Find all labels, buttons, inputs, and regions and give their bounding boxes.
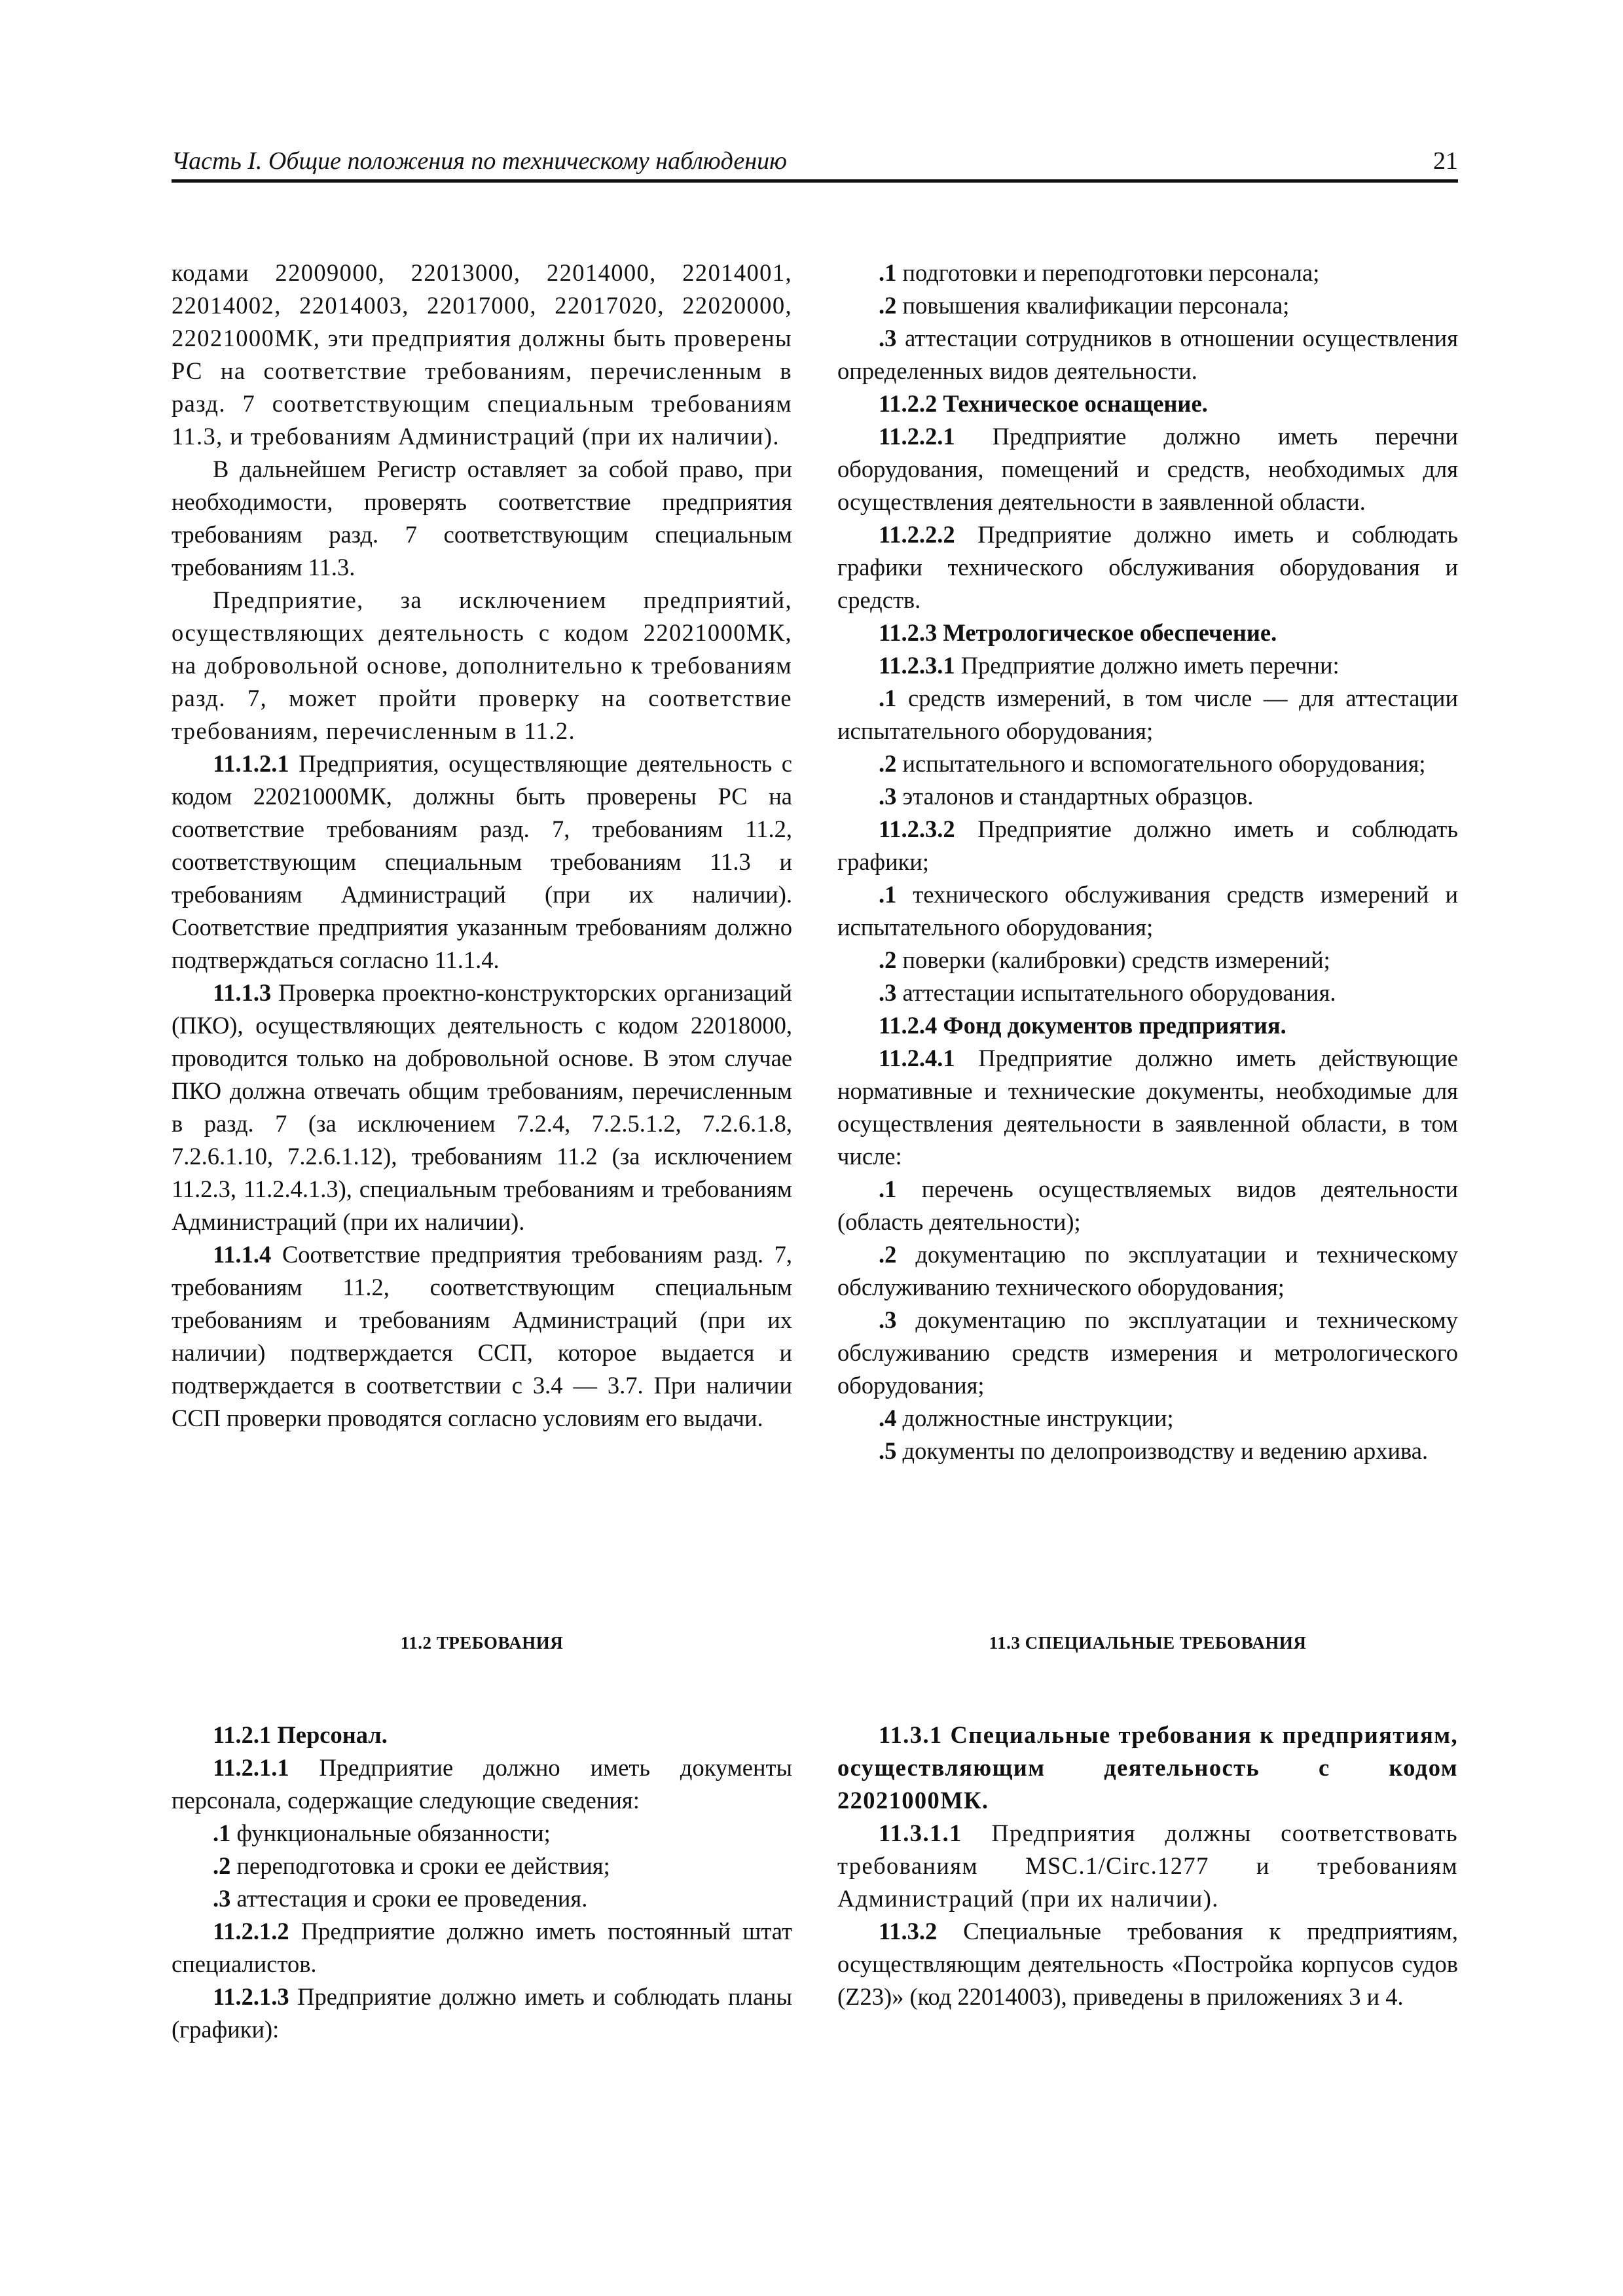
list-item: .3 аттестация и сроки ее проведения. — [213, 1885, 588, 1912]
list-item: .1 подготовки и переподготовки персонала; — [879, 259, 1320, 286]
subsection-heading: 11.2.2 Техническое оснащение. — [879, 390, 1208, 417]
clause-11-2-3-1: 11.2.3.1 Предприятие должно иметь перечни: — [879, 652, 1340, 679]
section-title-11-3: 11.3 СПЕЦИАЛЬНЫЕ ТРЕБОВАНИЯ — [989, 1633, 1307, 1653]
running-head — [172, 145, 1458, 183]
subsection-heading: 11.3.1 Специальные требования к предприятиям, осуществляющим деятельность с кодом 22021000МК. — [837, 1721, 1458, 1814]
clause-number: 11.1.2.1 — [213, 750, 289, 777]
list-item: .4 должностные инструкции; — [879, 1405, 1174, 1431]
paragraph: В дальнейшем Регистр оставляет за собой право, при необходимости, проверять соответствие предприятия требованиям разд. 7 соответствующим специальным требованиям 11.3. — [172, 456, 792, 581]
list-item: .2 повышения квалификации персонала; — [879, 292, 1290, 319]
clause-11-2-4-1: 11.2.4.1 Предприятие должно иметь действующие нормативные и технические документы, необходимые для осуществления деятельности в заявленной области, в том числе: — [837, 1045, 1458, 1170]
section-title-11-2: 11.2 ТРЕБОВАНИЯ — [400, 1633, 564, 1653]
list-item: .1 технического обслуживания средств измерений и испытательного оборудования; — [837, 881, 1458, 941]
list-item: .3 эталонов и стандартных образцов. — [879, 783, 1254, 810]
list-item: .2 испытательного и вспомогательного оборудования; — [879, 750, 1426, 777]
list-item: .1 функциональные обязанности; — [213, 1820, 551, 1846]
list-item: .5 документы по делопроизводству и ведению архива. — [879, 1437, 1429, 1464]
clause-11-2-2-2: 11.2.2.2 Предприятие должно иметь и соблюдать графики технического обслуживания оборудования и средств. — [837, 521, 1459, 613]
page-number: 21 — [1433, 147, 1458, 175]
clause-11-1-3: 11.1.3 Проверка проектно-конструкторских организаций (ПКО), осуществляющих деятельность с кодом 22018000, проводится только на добровольной основе. В этом случае ПКО должна отвечать общим требованиям, перечисленным в разд. 7 (за исключением 7.2.4, 7.2.5.1.2, 7.2.6.1.8, 7.2.6.1.10, 7.2.6.1.12), требованиям 11.2 (за исключением 11.2.3, 11.2.4.1.3), специальным требованиям и требованиям Администраций (при их наличии). — [172, 979, 792, 1235]
list-item: .1 средств измерений, в том числе — для аттестации испытательного оборудования; — [837, 685, 1458, 744]
left-column-top — [172, 257, 792, 1435]
list-item: .3 документацию по эксплуатации и техническому обслуживанию средств измерения и метрологического оборудования; — [837, 1306, 1459, 1399]
list-item: .3 аттестации испытательного оборудования. — [879, 979, 1336, 1006]
subsection-heading: 11.2.3 Метрологическое обеспечение. — [879, 619, 1277, 646]
subsection-heading: 11.2.1 Персонал. — [213, 1721, 388, 1748]
clause-number: 11.1.3 — [213, 979, 272, 1006]
clause-11-3-2: 11.3.2 Специальные требования к предприятиям, осуществляющим деятельность «Постройка корпусов судов (Z23)» (код 22014003), приведены в приложениях 3 и 4. — [837, 1918, 1459, 2010]
clause-11-1-4: 11.1.4 Соответствие предприятия требованиям разд. 7, требованиям 11.2, соответствующим специальным требованиям и требованиям Администраций (при их наличии) подтверждается ССП, которое выдается и подтверждается в соответствии с 3.4 — 3.7. При наличии ССП проверки проводятся согласно условиям его выдачи. — [172, 1241, 793, 1431]
clause-11-1-2-1: 11.1.2.1 Предприятия, осуществляющие деятельность с кодом 22021000МК, должны быть проверены РС на соответствие требованиям разд. 7, требованиям 11.2, соответствующим специальным требованиям 11.3 и требованиям Администраций (при их наличии). Соответствие предприятия указанным требованиям должно подтверждаться согласно 11.1.4. — [172, 750, 792, 973]
clause-11-2-1-2: 11.2.1.2 Предприятие должно иметь постоянный штат специалистов. — [172, 1918, 792, 1977]
list-item: .2 переподготовка и сроки ее действия; — [213, 1852, 610, 1879]
subsection-heading: 11.2.4 Фонд документов предприятия. — [879, 1012, 1286, 1039]
clause-11-2-3-2: 11.2.3.2 Предприятие должно иметь и соблюдать графики; — [837, 816, 1459, 875]
right-column-bottom — [837, 1719, 1458, 2013]
paragraph: кодами 22009000, 22013000, 22014000, 22014001, 22014002, 22014003, 22017000, 22017020, 22020000, 22021000МК, эти предприятия должны быть проверены РС на соответствие требованиям, перечисленным в разд. 7 соответствующим специальным требованиям 11.3, и требованиям Администраций (при их наличии). — [172, 259, 792, 450]
clause-11-3-1-1: 11.3.1.1 Предприятия должны соответствовать требованиям MSC.1/Circ.1277 и требованиям Администраций (при их наличии). — [837, 1820, 1458, 1912]
running-head-title: Часть I. Общие положения по техническому наблюдению — [172, 147, 787, 175]
list-item: .2 поверки (калибровки) средств измерений; — [879, 946, 1330, 973]
list-item: .1 перечень осуществляемых видов деятельности (область деятельности); — [837, 1175, 1459, 1235]
clause-11-2-2-1: 11.2.2.1 Предприятие должно иметь перечни оборудования, помещений и средств, необходимых для осуществления деятельности в заявленной области. — [837, 423, 1458, 515]
list-item: .3 аттестации сотрудников в отношении осуществления определенных видов деятельности. — [837, 325, 1458, 384]
left-column-bottom — [172, 1719, 792, 2046]
list-item: .2 документацию по эксплуатации и техническому обслуживанию технического оборудования; — [837, 1241, 1459, 1300]
clause-11-2-1-3: 11.2.1.3 Предприятие должно иметь и соблюдать планы (графики): — [172, 1983, 792, 2043]
clause-number: 11.1.4 — [213, 1241, 272, 1268]
clause-11-2-1-1: 11.2.1.1 Предприятие должно иметь документы персонала, содержащие следующие сведения: — [172, 1754, 792, 1814]
right-column-top — [837, 257, 1458, 1467]
paragraph: Предприятие, за исключением предприятий, осуществляющих деятельность с кодом 22021000МК, на добровольной основе, дополнительно к требованиям разд. 7, может пройти проверку на соответствие требованиям, перечисленным в 11.2. — [172, 586, 792, 744]
